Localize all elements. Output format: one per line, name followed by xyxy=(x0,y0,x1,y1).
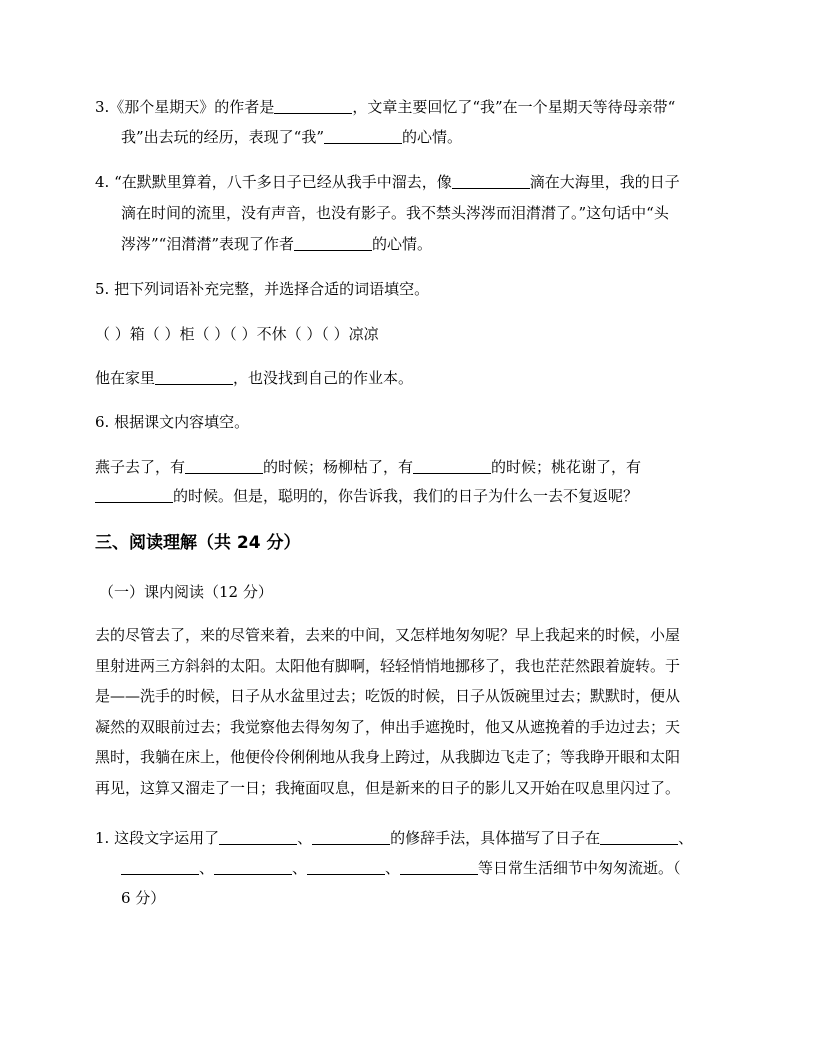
passage-text: 是——洗手的时候，日子从水盆里过去；吃饭的时候，日子从饭碗里过去；默默时，便从 xyxy=(95,687,681,705)
passage-line xyxy=(95,625,680,645)
answer-blank[interactable] xyxy=(600,829,678,845)
subsection-heading xyxy=(99,582,273,602)
q5-sentence-b: ，也没找到自己的作业本。 xyxy=(233,369,414,387)
q3-text-c: 我”出去玩的经历，表现了“我” xyxy=(121,128,325,146)
q6-text-a: 燕子去了，有 xyxy=(95,458,186,476)
q6-line-1 xyxy=(95,457,641,477)
q4-text-a: 4. “在默默里算着，八千多日子已经从我手中溜去，像 xyxy=(95,173,452,191)
q6-text-b: 的时候；杨柳枯了，有 xyxy=(263,458,414,476)
answer-blank[interactable] xyxy=(95,487,173,503)
separator: 、 xyxy=(297,829,313,847)
answer-blank[interactable] xyxy=(400,859,478,875)
passage-text: 黑时，我躺在床上，他便伶伶俐俐地从我身上跨过，从我脚边飞走了；等我睁开眼和太阳 xyxy=(95,748,681,766)
separator: 、 xyxy=(199,859,215,877)
q4-text-e: 的心情。 xyxy=(372,235,433,253)
q3-line-1 xyxy=(95,97,675,117)
q6-title xyxy=(95,412,249,432)
r1-line-2 xyxy=(121,858,681,878)
q6-title-text: 6. 根据课文内容填空。 xyxy=(95,413,250,431)
q5-words xyxy=(95,324,379,344)
r1-points: 6 分） xyxy=(121,889,166,907)
answer-blank[interactable] xyxy=(294,235,372,251)
passage-text: 去的尽管去了，来的尽管来着，去来的中间，又怎样地匆匆呢？早上我起来的时候，小屋 xyxy=(95,626,681,644)
q4-line-1 xyxy=(95,172,680,192)
passage-line xyxy=(95,686,680,706)
separator: 、 xyxy=(385,859,401,877)
answer-blank[interactable] xyxy=(312,829,390,845)
r1-text-c: 等日常生活细节中匆匆流逝。（ xyxy=(478,859,681,877)
q4-text-b: 滴在大海里，我的日子 xyxy=(529,173,680,191)
q4-text-c: 滴在时间的流里，没有声音，也没有影子。我不禁头涔涔而泪潸潸了。”这句话中“头 xyxy=(121,204,669,222)
r1-text-a: 1. 这段文字运用了 xyxy=(95,829,220,847)
q3-text-b: ，文章主要回忆了“我”在一个星期天等待母亲带“ xyxy=(352,98,676,116)
q4-line-2 xyxy=(121,203,669,223)
passage-text: 再见，这算又溜走了一日；我掩面叹息，但是新来的日子的影儿又开始在叹息里闪过了。 xyxy=(95,779,681,797)
passage-text: 凝然的双眼前过去；我觉察他去得匆匆了，伸出手遮挽时，他又从遮挽着的手边过去；天 xyxy=(95,718,681,736)
q5-title-text: 5. 把下列词语补充完整，并选择合适的词语填空。 xyxy=(95,280,430,298)
answer-blank[interactable] xyxy=(185,458,263,474)
answer-blank[interactable] xyxy=(155,369,233,385)
q6-text-d: 的时候。但是，聪明的，你告诉我，我们的日子为什么一去不复返呢？ xyxy=(173,487,639,505)
passage-line xyxy=(95,717,680,737)
subsection-heading-text: （一）课内阅读（12 分） xyxy=(99,583,273,601)
passage-line xyxy=(95,656,680,676)
r1-line-3 xyxy=(121,888,165,908)
answer-blank[interactable] xyxy=(324,128,402,144)
passage-line xyxy=(95,778,680,798)
q3-line-2 xyxy=(121,127,462,147)
answer-blank[interactable] xyxy=(274,98,352,114)
section-heading xyxy=(95,533,301,553)
q4-line-3 xyxy=(121,234,432,254)
answer-blank[interactable] xyxy=(214,859,292,875)
q6-text-c: 的时候；桃花谢了，有 xyxy=(491,458,642,476)
passage-line xyxy=(95,747,680,767)
separator: 、 xyxy=(292,859,308,877)
separator: 、 xyxy=(678,829,694,847)
q5-sentence xyxy=(95,368,413,388)
answer-blank[interactable] xyxy=(452,173,530,189)
q3-text-a: 3.《那个星期天》的作者是 xyxy=(95,98,275,116)
section-heading-text: 三、阅读理解（共 24 分） xyxy=(95,533,301,553)
q4-text-d: 涔涔”“泪潸潸”表现了作者 xyxy=(121,235,295,253)
q3-text-d: 的心情。 xyxy=(402,128,463,146)
r1-text-b: 的修辞手法，具体描写了日子在 xyxy=(390,829,601,847)
q6-line-2 xyxy=(95,486,638,506)
answer-blank[interactable] xyxy=(413,458,491,474)
r1-line-1 xyxy=(95,828,693,848)
q5-title xyxy=(95,279,429,299)
q5-words-text: （ ）箱（ ）柜（ ）（ ）不休（ ）（ ）凉凉 xyxy=(95,325,379,343)
q5-sentence-a: 他在家里 xyxy=(95,369,156,387)
answer-blank[interactable] xyxy=(121,859,199,875)
answer-blank[interactable] xyxy=(219,829,297,845)
answer-blank[interactable] xyxy=(307,859,385,875)
passage-text: 里射进两三方斜斜的太阳。太阳他有脚啊，轻轻悄悄地挪移了，我也茫茫然跟着旋转。于 xyxy=(95,657,681,675)
